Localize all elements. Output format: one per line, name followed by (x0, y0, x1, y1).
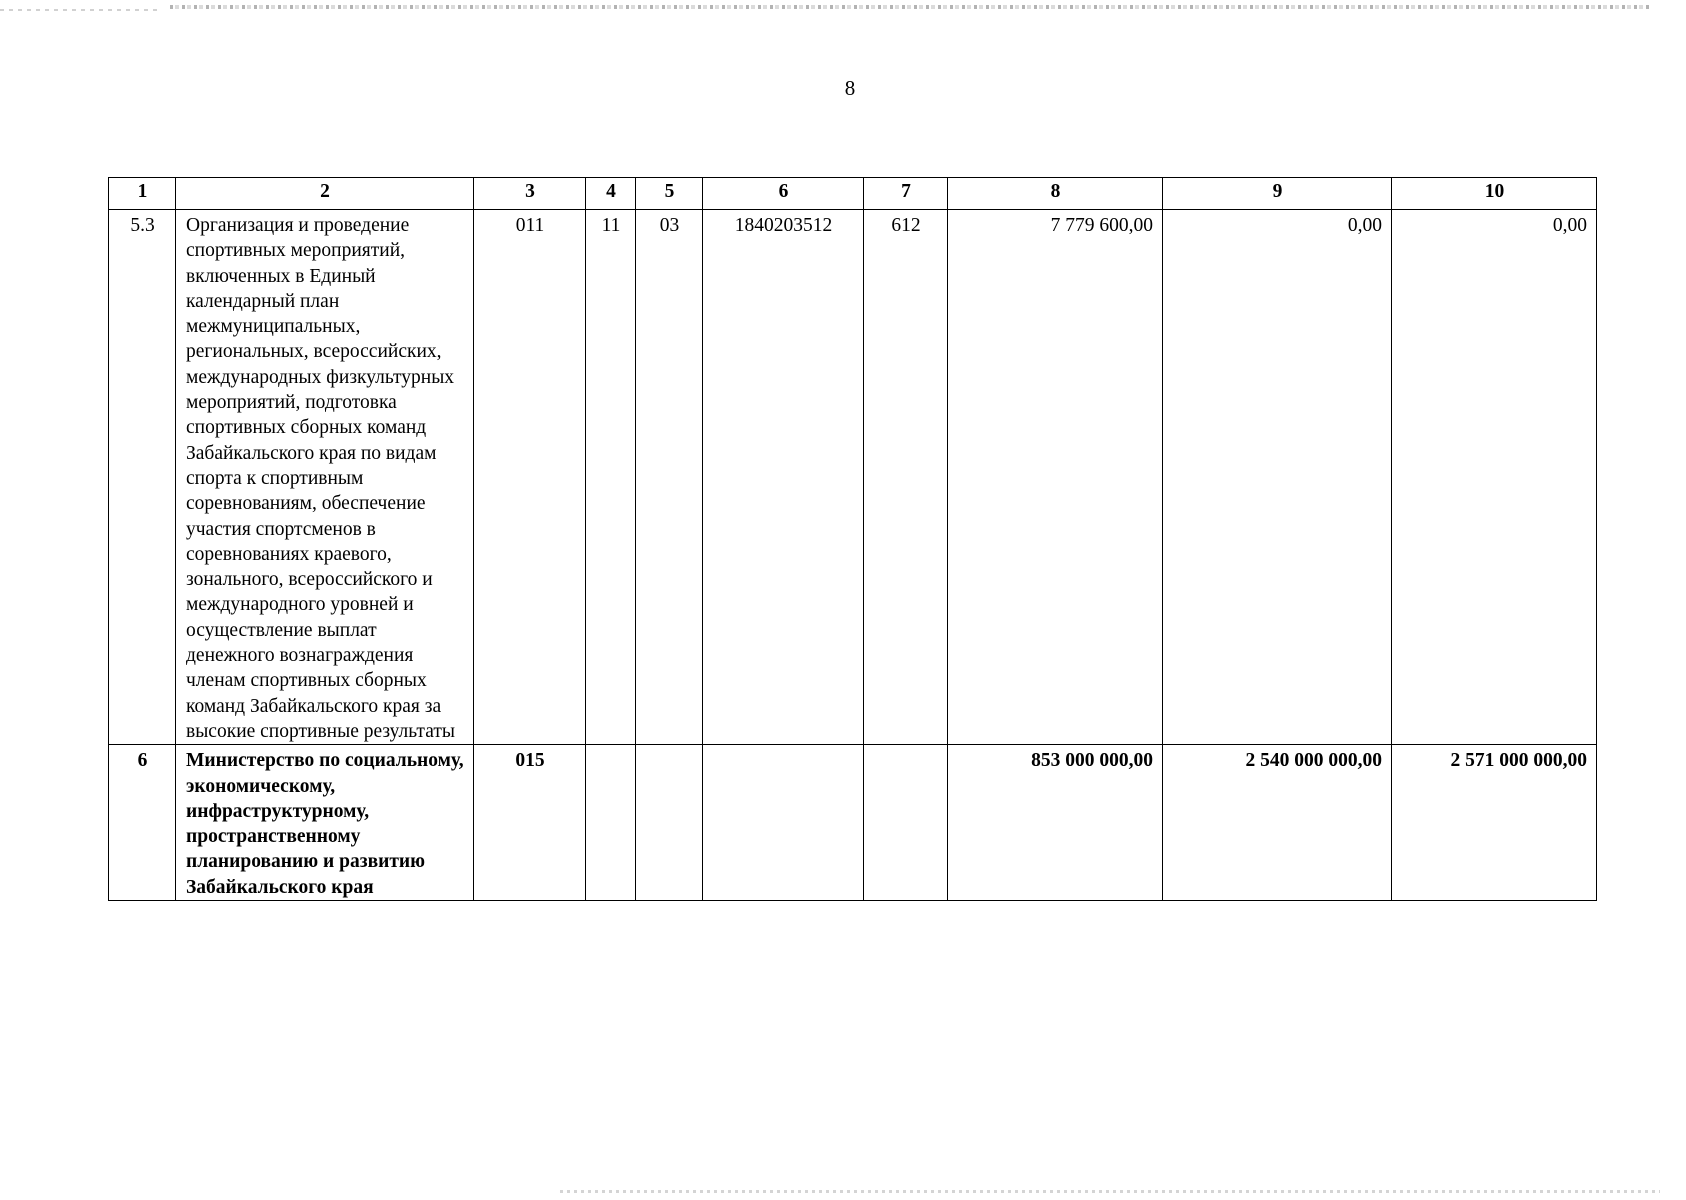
cell-col6: 1840203512 (703, 210, 864, 745)
scan-artifact-top (170, 5, 1650, 9)
column-header: 6 (703, 178, 864, 210)
cell-col9: 0,00 (1163, 210, 1392, 745)
cell-col4 (586, 745, 636, 901)
scan-artifact-bottom (560, 1190, 1660, 1193)
cell-col8: 853 000 000,00 (948, 745, 1163, 901)
cell-col8: 7 779 600,00 (948, 210, 1163, 745)
cell-col10: 0,00 (1392, 210, 1597, 745)
row-description: Организация и проведение спортивных мероприятий, включенных в Единый календарный план межмуниципальных, региональных, всероссийских, международных физкультурных мероприятий, подготовка спортивных сборных команд Забайкальского края по видам спорта к спортивным соревнованиям, обеспечение участия спортсменов в соревнованиях краевого, зонального, всероссийского и международного уровней и осуществление выплат денежного вознаграждения членам спортивных сборных команд Забайкальского края за высокие спортивные результаты (176, 210, 474, 745)
column-header: 3 (474, 178, 586, 210)
column-header: 7 (864, 178, 948, 210)
column-header: 2 (176, 178, 474, 210)
row-description: Министерство по социальному, экономическому, инфраструктурному, пространственному планированию и развитию Забайкальского края (176, 745, 474, 901)
column-header: 1 (109, 178, 176, 210)
page-number: 8 (844, 76, 856, 100)
cell-col9: 2 540 000 000,00 (1163, 745, 1392, 901)
column-header: 8 (948, 178, 1163, 210)
row-number: 6 (109, 745, 176, 901)
cell-col7 (864, 745, 948, 901)
column-header: 4 (586, 178, 636, 210)
cell-col5 (636, 745, 703, 901)
cell-col3: 015 (474, 745, 586, 901)
scan-artifact-top-left (0, 9, 160, 11)
column-header: 5 (636, 178, 703, 210)
column-header: 9 (1163, 178, 1392, 210)
table-header-row (109, 178, 1597, 210)
cell-col10: 2 571 000 000,00 (1392, 745, 1597, 901)
cell-col4: 11 (586, 210, 636, 745)
row-number: 5.3 (109, 210, 176, 745)
cell-col5: 03 (636, 210, 703, 745)
budget-table (108, 177, 1597, 901)
cell-col7: 612 (864, 210, 948, 745)
table-row (109, 745, 1597, 901)
cell-col3: 011 (474, 210, 586, 745)
table-row (109, 210, 1597, 745)
cell-col6 (703, 745, 864, 901)
column-header: 10 (1392, 178, 1597, 210)
